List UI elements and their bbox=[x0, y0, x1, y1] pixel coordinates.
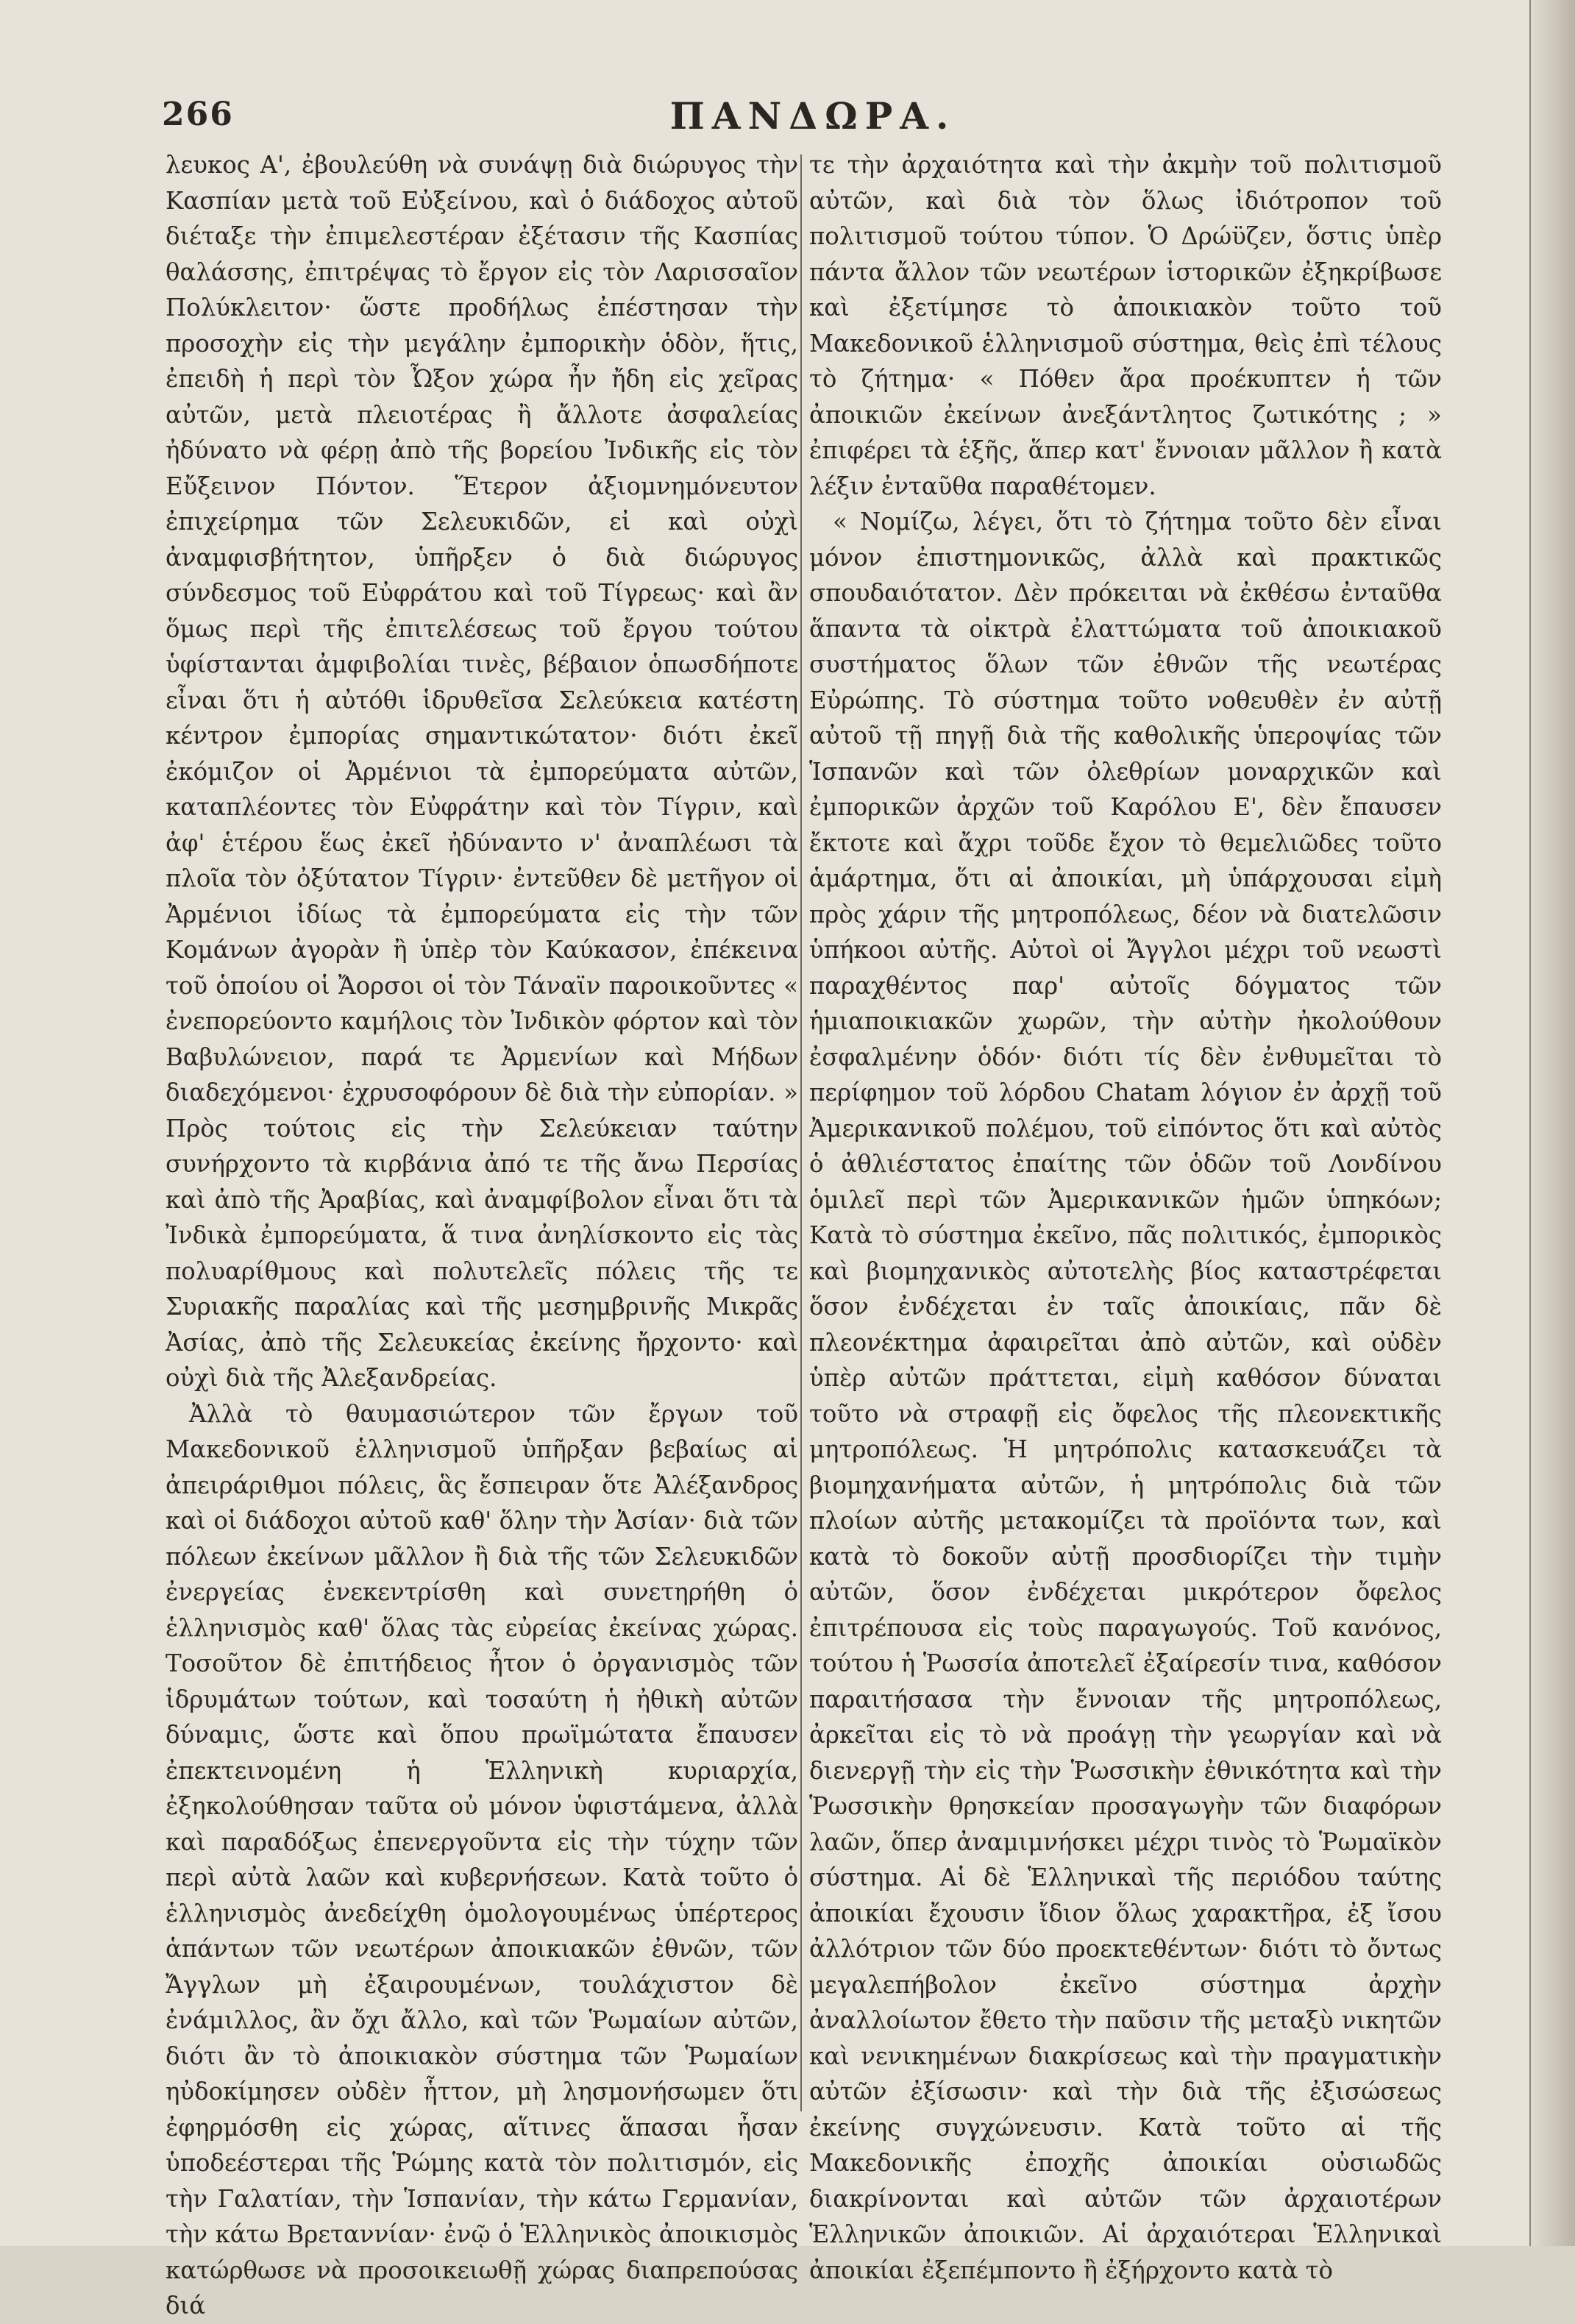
column-divider bbox=[800, 154, 802, 2111]
right-column bbox=[809, 147, 1442, 2288]
page-header bbox=[162, 88, 1464, 147]
left-paragraph-1: λευκος Α', ἐβουλεύθη νὰ συνάψῃ διὰ διώρυγος τὴν Κασπίαν μετὰ τοῦ Εὐξείνου, καὶ ὁ διάδοχος αὐτοῦ διέταξε τὴν ἐπιμελεστέραν ἐξέτασιν τῆς Κασπίας θαλάσσης, ἐπιτρέψας τὸ ἔργον εἰς τὸν Λαρισσαῖον Πολύκλειτον· ὥστε προδήλως ἐπέστησαν τὴν προσοχὴν εἰς τὴν μεγάλην ἐμπορικὴν ὁδὸν, ἥτις, ἐπειδὴ ἡ περὶ τὸν Ὦξον χώρα ἦν ἤδη εἰς χεῖρας αὐτῶν, μετὰ πλειοτέρας ἢ ἄλλοτε ἀσφαλείας ἠδύνατο νὰ φέρῃ ἀπὸ τῆς βορείου Ἰνδικῆς εἰς τὸν Εὔξεινον Πόντον. Ἕτερον ἀξιομνημόνευτον ἐπιχείρημα τῶν Σελευκιδῶν, εἰ καὶ οὐχὶ ἀναμφισβήτητον, ὑπῆρξεν ὁ διὰ διώρυγος σύνδεσμος τοῦ Εὐφράτου καὶ τοῦ Τίγρεως· καὶ ἂν ὅμως περὶ τῆς ἐπιτελέσεως τοῦ ἔργου τούτου ὑφίστανται ἀμφιβολίαι τινὲς, βέβαιον ὁπωσδήποτε εἶναι ὅτι ἡ αὐτόθι ἱδρυθεῖσα Σελεύκεια κατέστη κέντρον ἐμπορίας σημαντικώτατον· διότι ἐκεῖ ἐκόμιζον οἱ Ἀρμένιοι τὰ ἐμπορεύματα αὐτῶν, καταπλέοντες τὸν Εὐφράτην καὶ τὸν Τίγριν, καὶ ἀφ' ἑτέρου ἕως ἐκεῖ ἠδύναντο ν' ἀναπλέωσι τὰ πλοῖα τὸν ὀξύτατον Τίγριν· ἐντεῦθεν δὲ μετῆγον οἱ Ἀρμένιοι ἰδίως τὰ ἐμπορεύματα εἰς τὴν τῶν Κομάνων ἀγορὰν ἢ ὑπὲρ τὸν Καύκασον, ἐπέκεινα τοῦ ὁποίου οἱ Ἄορσοι οἱ τὸν Τάναϊν παροικοῦντες « ἐνεπορεύοντο καμήλοις τὸν Ἰνδικὸν φόρτον καὶ τὸν Βαβυλώνειον, παρά τε Ἀρμενίων καὶ Μήδων διαδεχόμενοι· ἐχρυσοφόρουν δὲ διὰ τὴν εὐπορίαν. » Πρὸς τούτοις εἰς τὴν Σελεύκειαν ταύτην συνήρχοντο τὰ κιρβάνια ἀπό τε τῆς ἄνω Περσίας καὶ ἀπὸ τῆς Ἀραβίας, καὶ ἀναμφίβολον εἶναι ὅτι τὰ Ἰνδικὰ ἐμπορεύματα, ἅ τινα ἀνηλίσκοντο εἰς τὰς πολυαρίθμους καὶ πολυτελεῖς πόλεις τῆς τε Συριακῆς παραλίας καὶ τῆς μεσημβρινῆς Μικρᾶς Ἀσίας, ἀπὸ τῆς Σελευκείας ἐκείνης ἤρχοντο· καὶ οὐχὶ διὰ τῆς Ἀλεξανδρείας. bbox=[166, 151, 798, 1392]
running-title: ΠΑΝΔΩΡΑ. bbox=[669, 94, 956, 138]
left-paragraph-2: Ἀλλὰ τὸ θαυμασιώτερον τῶν ἔργων τοῦ Μακεδονικοῦ ἑλληνισμοῦ ὑπῆρξαν βεβαίως αἱ ἀπειράριθμοι πόλεις, ἃς ἔσπειραν ὅτε Ἀλέξανδρος καὶ οἱ διάδοχοι αὐτοῦ καθ' ὅλην τὴν Ἀσίαν· διὰ τῶν πόλεων ἐκείνων μᾶλλον ἢ διὰ τῆς τῶν Σελευκιδῶν ἐνεργείας ἐνεκεντρίσθη καὶ συνετηρήθη ὁ ἑλληνισμὸς καθ' ὅλας τὰς εὐρείας ἐκείνας χώρας. Τοσοῦτον δὲ ἐπιτήδειος ἦτον ὁ ὀργανισμὸς τῶν ἱδρυμάτων τούτων, καὶ τοσαύτη ἡ ἠθικὴ αὐτῶν δύναμις, ὥστε καὶ ὅπου πρωϊμώτατα ἔπαυσεν ἐπεκτεινομένη ἡ Ἑλληνικὴ κυριαρχία, ἐξηκολούθησαν ταῦτα οὐ μόνον ὑφιστάμενα, ἀλλὰ καὶ παραδόξως ἐπενεργοῦντα εἰς τὴν τύχην τῶν περὶ αὐτὰ λαῶν καὶ κυβερνήσεων. Κατὰ τοῦτο ὁ ἑλληνισμὸς ἀνεδείχθη ὁμολογουμένως ὑπέρτερος ἁπάντων τῶν νεωτέρων ἀποικιακῶν ἐθνῶν, τῶν Ἄγγλων μὴ ἐξαιρουμένων, τουλάχιστον δὲ ἐνάμιλλος, ἂν ὄχι ἄλλο, καὶ τῶν Ῥωμαίων αὐτῶν, διότι ἂν τὸ ἀποικιακὸν σύστημα τῶν Ῥωμαίων ηὐδοκίμησεν οὐδὲν ἧττον, μὴ λησμονήσωμεν ὅτι ἐφηρμόσθη εἰς χώρας, αἵτινες ἅπασαι ἦσαν ὑποδεέστεραι τῆς Ῥώμης κατὰ τὸν πολιτισμόν, εἰς τὴν Γαλατίαν, τὴν Ἱσπανίαν, τὴν κάτω Γερμανίαν, τὴν κάτω Βρεταννίαν· ἐνῷ ὁ Ἑλληνικὸς ἀποικισμὸς κατώρθωσε νὰ προσοικειωθῇ χώρας διαπρεπούσας διά bbox=[166, 1399, 798, 2320]
book-binding-edge bbox=[1529, 0, 1575, 2246]
page-number: 266 bbox=[162, 96, 234, 133]
right-paragraph-1: τε τὴν ἀρχαιότητα καὶ τὴν ἀκμὴν τοῦ πολιτισμοῦ αὐτῶν, καὶ διὰ τὸν ὅλως ἰδιότροπον τοῦ πολιτισμοῦ τούτου τύπον. Ὁ Δρώϋζεν, ὅστις ὑπὲρ πάντα ἄλλον τῶν νεωτέρων ἱστορικῶν ἐξηκρίβωσε καὶ ἐξετίμησε τὸ ἀποικιακὸν τοῦτο τοῦ Μακεδονικοῦ ἑλληνισμοῦ σύστημα, θεὶς ἐπὶ τέλους τὸ ζήτημα· « Πόθεν ἄρα προέκυπτεν ἡ τῶν ἀποικιῶν ἐκείνων ἀνεξάντλητος ζωτικότης ; » ἐπιφέρει τὰ ἑξῆς, ἅπερ κατ' ἔννοιαν μᾶλλον ἢ κατὰ λέξιν ἐνταῦθα παραθέτομεν. bbox=[809, 151, 1442, 500]
right-paragraph-2: « Νομίζω, λέγει, ὅτι τὸ ζήτημα τοῦτο δὲν εἶναι μόνον ἐπιστημονικῶς, ἀλλὰ καὶ πρακτικῶς σπουδαιότατον. Δὲν πρόκειται νὰ ἐκθέσω ἐνταῦθα ἅπαντα τὰ οἰκτρὰ ἐλαττώματα τοῦ ἀποικιακοῦ συστήματος ὅλων τῶν ἐθνῶν τῆς νεωτέρας Εὐρώπης. Τὸ σύστημα τοῦτο νοθευθὲν ἐν αὐτῇ αὐτοῦ τῇ πηγῇ διὰ τῆς καθολικῆς ὑπεροψίας τῶν Ἱσπανῶν καὶ τῶν ὀλεθρίων μοναρχικῶν καὶ ἐμπορικῶν ἀρχῶν τοῦ Καρόλου Ε', δὲν ἔπαυσεν ἔκτοτε καὶ ἄχρι τοῦδε ἔχον τὸ θεμελιῶδες τοῦτο ἁμάρτημα, ὅτι αἱ ἀποικίαι, μὴ ὑπάρχουσαι εἰμὴ πρὸς χάριν τῆς μητροπόλεως, δέον νὰ διατελῶσιν ὑπήκοοι αὐτῆς. Αὐτοὶ οἱ Ἄγγλοι μέχρι τοῦ νεωστὶ παραχθέντος παρ' αὐτοῖς δόγματος τῶν ἡμιαποικιακῶν χωρῶν, τὴν αὐτὴν ἠκολούθουν ἐσφαλμένην ὁδόν· διότι τίς δὲν ἐνθυμεῖται τὸ περίφημον τοῦ λόρδου Chatam λόγιον ἐν ἀρχῇ τοῦ Ἀμερικανικοῦ πολέμου, τοῦ εἰπόντος ὅτι καὶ αὐτὸς ὁ ἀθλιέστατος ἐπαίτης τῶν ὁδῶν τοῦ Λονδίνου ὁμιλεῖ περὶ τῶν Ἀμερικανικῶν ἡμῶν ὑπηκόων; Κατὰ τὸ σύστημα ἐκεῖνο, πᾶς πολιτικός, ἐμπορικὸς καὶ βιομηχανικὸς αὐτοτελὴς βίος καταστρέφεται ὅσον ἐνδέχεται ἐν ταῖς ἀποικίαις, πᾶν δὲ πλεονέκτημα ἀφαιρεῖται ἀπὸ αὐτῶν, καὶ οὐδὲν ὑπὲρ αὐτῶν πράττεται, εἰμὴ καθόσον δύναται τοῦτο νὰ στραφῇ εἰς ὄφελος τῆς πλεονεκτικῆς μητροπόλεως. Ἡ μητρόπολις κατασκευάζει τὰ βιομηχανήματα αὐτῶν, ἡ μητρόπολις διὰ τῶν πλοίων αὐτῆς μετακομίζει τὰ προϊόντα των, καὶ κατὰ τὸ δοκοῦν αὐτῇ προσδιορίζει τὴν τιμὴν αὐτῶν, ὅσον ἐνδέχεται μικρότερον ὄφελος ἐπιτρέπουσα εἰς τοὺς παραγωγούς. Τοῦ κανόνος, τούτου ἡ Ῥωσσία ἀποτελεῖ ἐξαίρεσίν τινα, καθόσον παραιτήσασα τὴν ἔννοιαν τῆς μητροπόλεως, ἀρκεῖται εἰς τὸ νὰ προάγῃ τὴν γεωργίαν καὶ νὰ διενεργῇ τὴν εἰς τὴν Ῥωσσικὴν ἐθνικότητα καὶ τὴν Ῥωσσικὴν θρησκείαν προσαγωγὴν τῶν διαφόρων λαῶν, ὅπερ ἀναμιμνήσκει μέχρι τινὸς τὸ Ῥωμαϊκὸν σύστημα. Αἱ δὲ Ἑλληνικαὶ τῆς περιόδου ταύτης ἀποικίαι ἔχουσιν ἴδιον ὅλως χαρακτῆρα, ἐξ ἴσου ἀλλότριον τῶν δύο προεκτεθέντων· διότι τὸ ὄντως μεγαλεπήβολον ἐκεῖνο σύστημα ἀρχὴν ἀναλλοίωτον ἔθετο τὴν παῦσιν τῆς μεταξὺ νικητῶν καὶ νενικημένων διακρίσεως καὶ τὴν πραγματικὴν αὐτῶν ἐξίσωσιν· καὶ τὴν διὰ τῆς ἐξισώσεως ἐκείνης συγχώνευσιν. Κατὰ τοῦτο αἱ τῆς Μακεδονικῆς ἐποχῆς ἀποικίαι οὐσιωδῶς διακρίνονται καὶ αὐτῶν τῶν ἀρχαιοτέρων Ἑλληνικῶν ἀποικιῶν. Αἱ ἀρχαιότεραι Ἑλληνικαὶ ἀποικίαι ἐξεπέμποντο ἢ ἐξήρχοντο κατὰ τὸ bbox=[809, 508, 1442, 2284]
left-column bbox=[166, 147, 798, 2324]
